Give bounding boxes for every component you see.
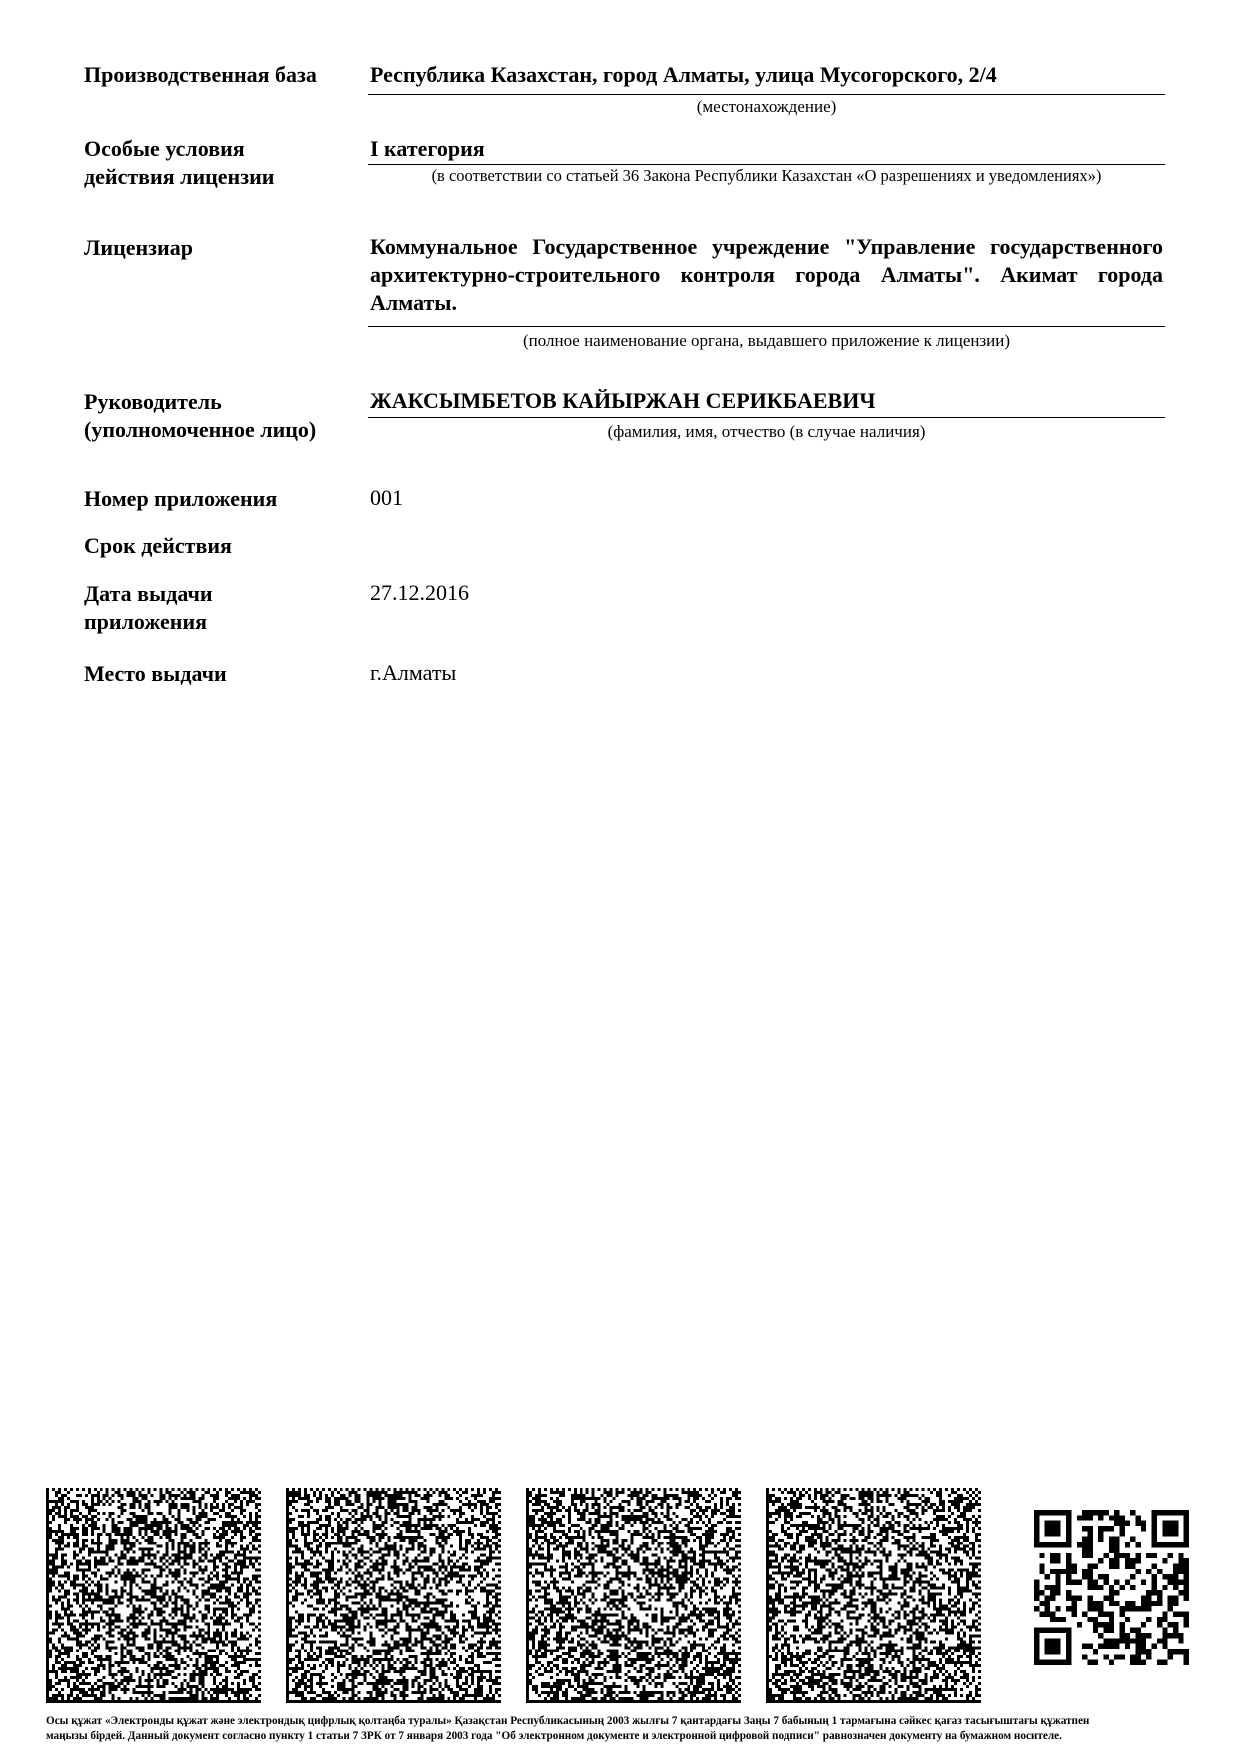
head-label bbox=[84, 388, 316, 444]
validity-label: Срок действия bbox=[84, 533, 232, 558]
appendix-number-label: Номер приложения bbox=[84, 486, 278, 511]
production-base-caption: (местонахождение) bbox=[696, 97, 837, 116]
issue-date-label-line1: Дата выдачи bbox=[84, 581, 213, 606]
head-rule bbox=[368, 417, 1165, 418]
licensor-rule bbox=[368, 326, 1165, 327]
licensor-caption: (полное наименование органа, выдавшего приложение к лицензии) bbox=[522, 331, 1011, 350]
appendix-number-value: 001 bbox=[370, 485, 403, 510]
special-conditions-caption: (в соответствии со статьей 36 Закона Республики Казахстан «О разрешениях и уведомлениях») bbox=[431, 166, 1102, 185]
production-base-rule bbox=[368, 94, 1165, 95]
special-conditions-label bbox=[84, 135, 274, 191]
2d-barcode-icon bbox=[46, 1488, 261, 1703]
head-label-line1: Руководитель bbox=[84, 389, 222, 414]
licensor-value: Коммунальное Государственное учреждение "Управление государственного архитектурно-строительного контроля города Алматы". Акимат города Алматы. bbox=[370, 234, 1163, 315]
production-base-label: Производственная база bbox=[84, 62, 317, 87]
footer-line-2: маңызы бірдей. Данный документ согласно пункту 1 статьи 7 ЗРК от 7 января 2003 года "Об электронном документе и электронной цифровой подписи" равнозначен документу на бумажном носителе. bbox=[46, 1730, 1062, 1742]
special-conditions-label-line2: действия лицензии bbox=[84, 164, 275, 189]
special-conditions-label-line1: Особые условия bbox=[84, 136, 245, 161]
issue-date-value: 27.12.2016 bbox=[370, 580, 469, 605]
licensor-label: Лицензиар bbox=[84, 235, 193, 260]
special-conditions-rule bbox=[368, 164, 1165, 165]
head-label-line2: (уполномоченное лицо) bbox=[84, 417, 317, 442]
head-caption: (фамилия, имя, отчество (в случае наличия) bbox=[607, 422, 926, 441]
2d-barcode-icon bbox=[766, 1488, 981, 1703]
2d-barcode-icon bbox=[286, 1488, 501, 1703]
footer-line-1: Осы құжат «Электронды құжат және электрондық цифрлық қолтаңба туралы» Қазақстан Республикасының 2003 жылғы 7 қантардағы Заңы 7 бабының 1 тармағына сәйкес қағаз тасығыштағы құжатпен bbox=[46, 1715, 1090, 1727]
issue-date-label bbox=[84, 580, 213, 636]
head-value: ЖАКСЫМБЕТОВ КАЙЫРЖАН СЕРИКБАЕВИЧ bbox=[370, 388, 876, 413]
qr-code-icon bbox=[1034, 1510, 1189, 1665]
special-conditions-value: I категория bbox=[370, 136, 485, 161]
issue-date-label-line2: приложения bbox=[84, 609, 208, 634]
issue-place-label: Место выдачи bbox=[84, 661, 227, 686]
production-base-value: Республика Казахстан, город Алматы, улица Мусогорского, 2/4 bbox=[370, 62, 997, 87]
issue-place-value: г.Алматы bbox=[370, 660, 457, 685]
2d-barcode-icon bbox=[526, 1488, 741, 1703]
